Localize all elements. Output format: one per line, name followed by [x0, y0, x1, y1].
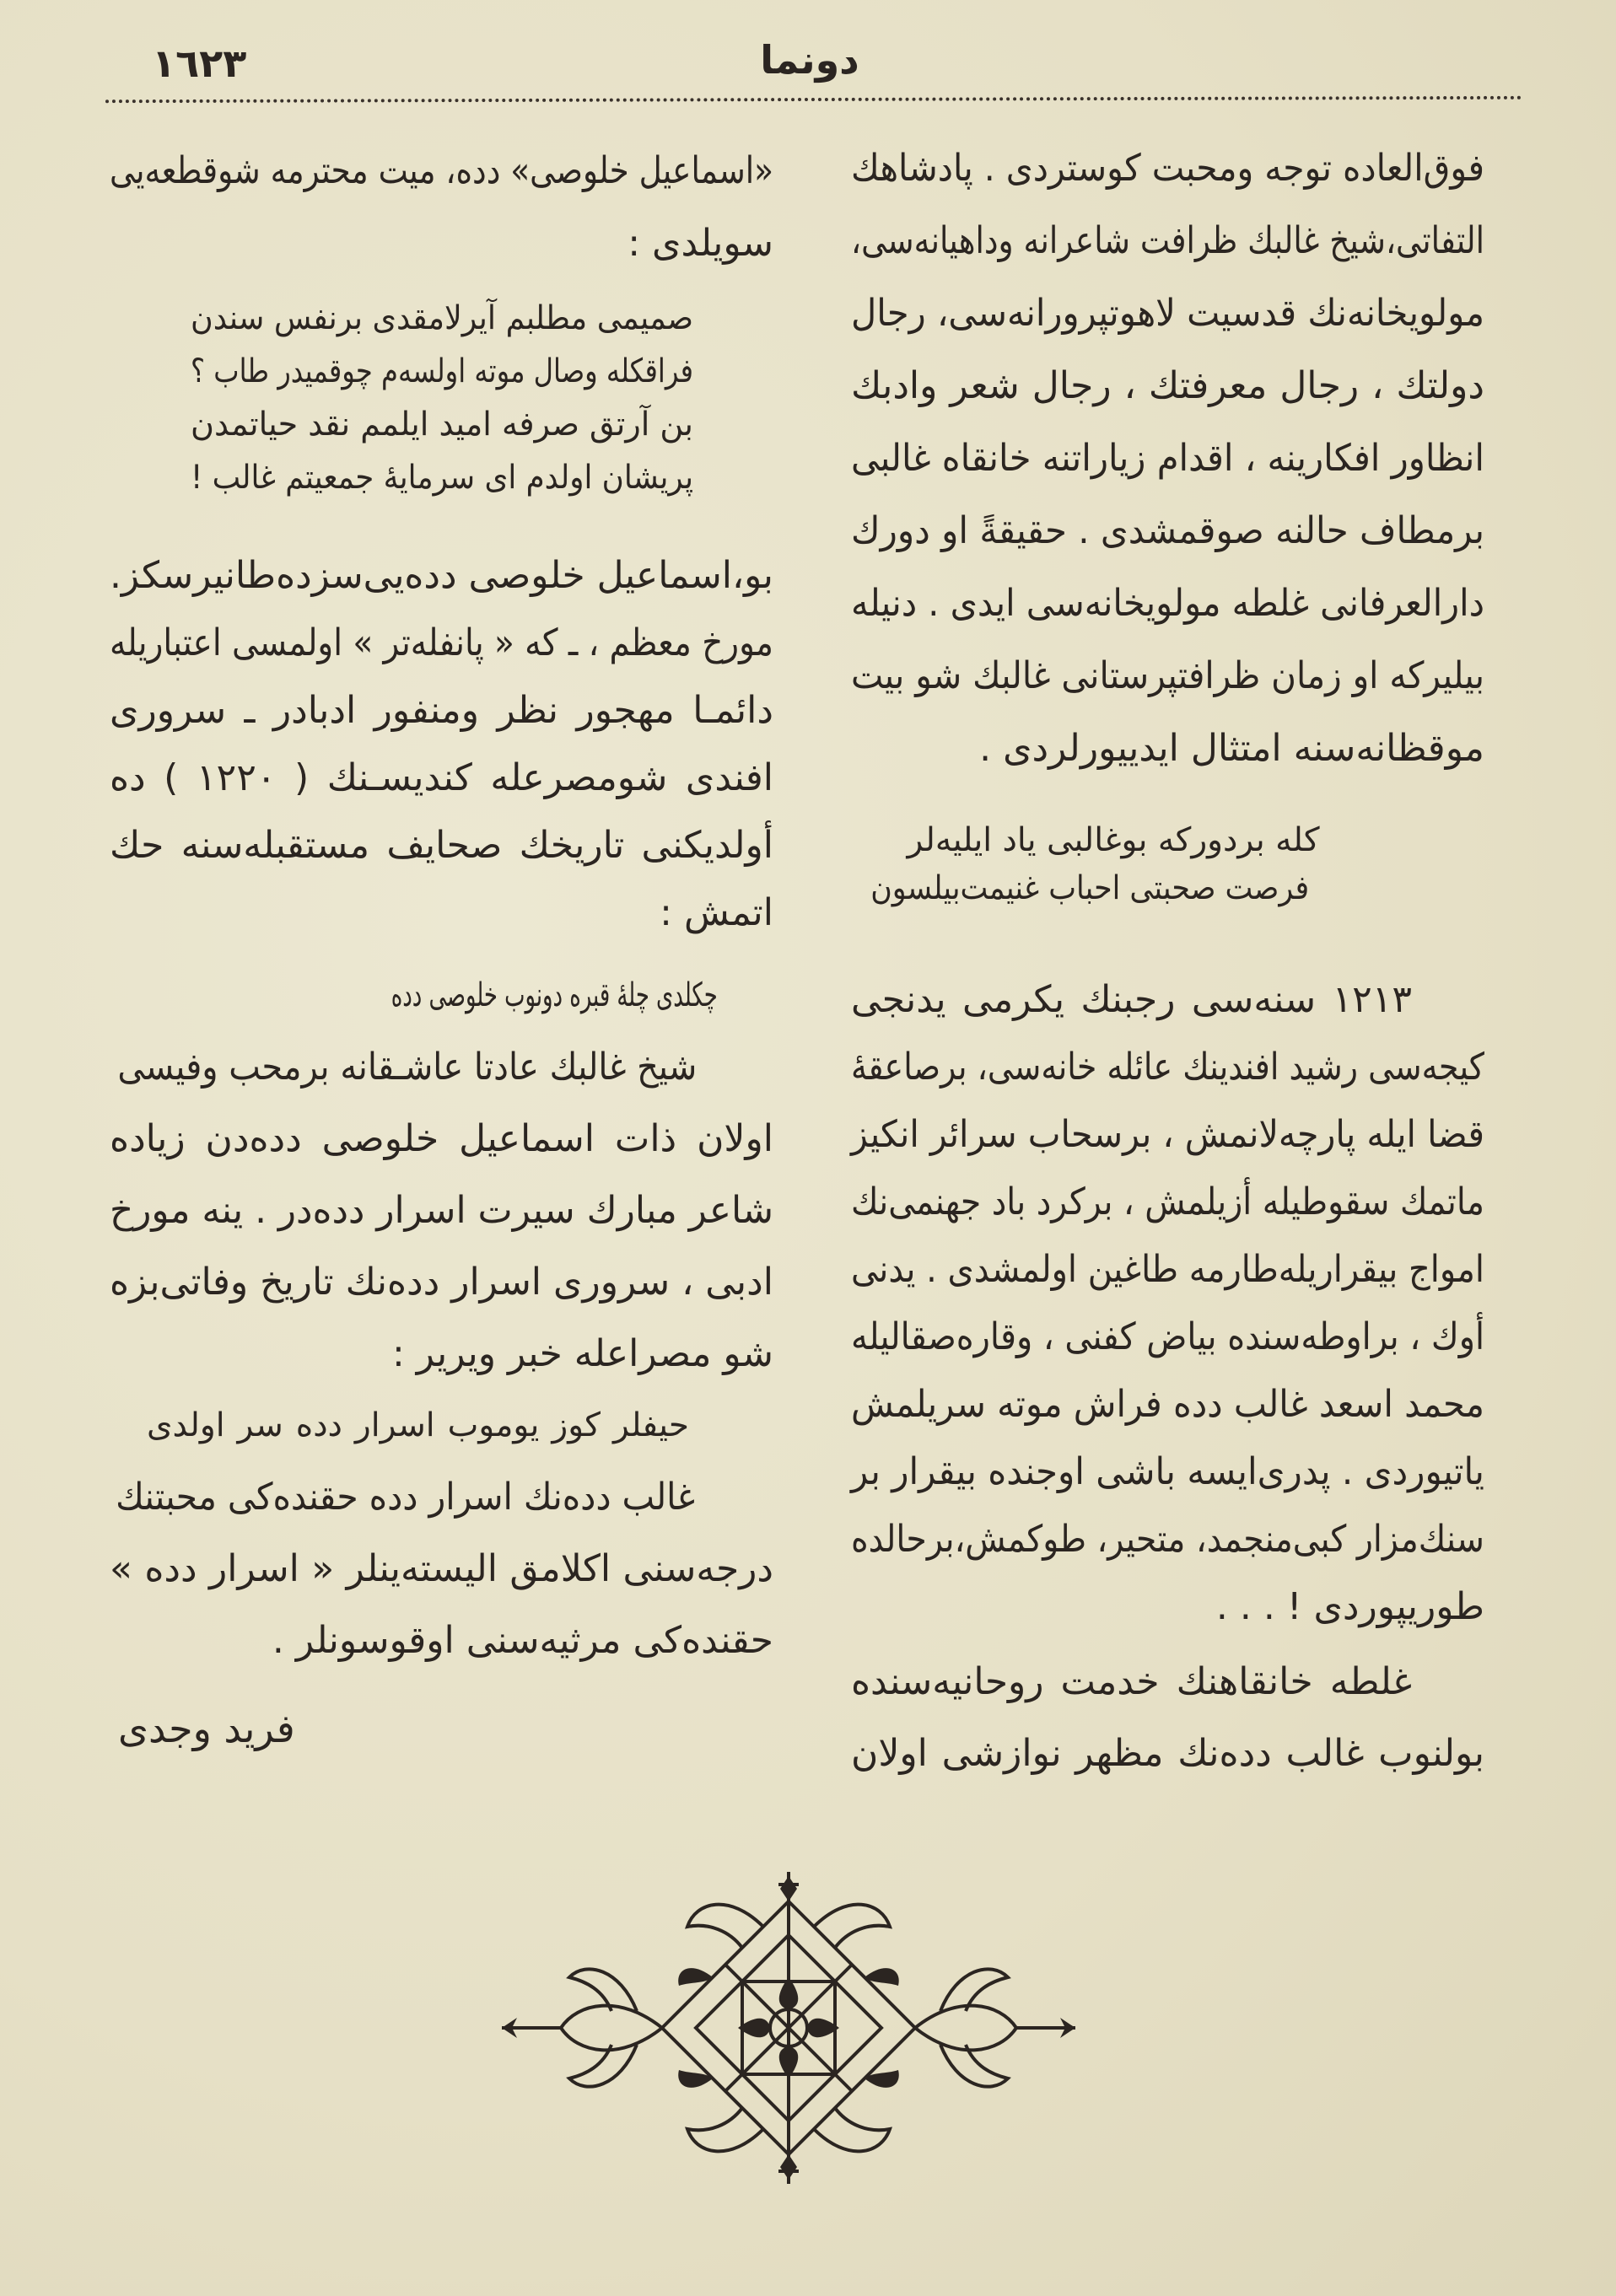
- verse-line: بن آرتق صرفه امید ایلمم نقد حیاتمدن: [191, 406, 694, 444]
- right-para-3: [851, 1646, 1484, 1789]
- text-line: غلطه خانقاهنك خدمت روحانیه‌سنده: [851, 1660, 1412, 1703]
- text-line: شیخ غالبك عادتا عاشـقانه برمحب وفیسی: [117, 1046, 698, 1089]
- left-intro: [110, 135, 773, 280]
- text-line: التفاتی،شیخ غالبك ظرافت شاعرانه وداهیانه‌سی،: [850, 219, 1484, 262]
- couplet: [870, 816, 1333, 912]
- verse-line: پریشان اولدم ای سرمایهٔ جمعیتم غالب !: [190, 459, 693, 497]
- text-line: شاعر مبارك سیرت اسرار دده‌در . ینه مورخ: [109, 1189, 774, 1232]
- text-line: كیجه‌سی رشید افندینك عائله خانه‌سی، برصاعقهٔ: [850, 1046, 1484, 1089]
- text-line: درجه‌سنی اكلامق الیسته‌ینلر « اسرار دده »: [109, 1547, 773, 1590]
- text-line: شو مصراعله خبر ویریر :: [391, 1332, 773, 1375]
- text-line: فوق‌العاده توجه ومحبت كوستردی . پادشاهك: [850, 147, 1484, 190]
- text-line: دولتك ، رجال معرفتك ، رجال شعر وادبك: [851, 364, 1484, 407]
- verse-line: حیفلر كوز یوموب اسرار دده سر اولدی: [147, 1406, 689, 1444]
- page-number: ١٦٢٣: [152, 40, 247, 86]
- text-line: اولان ذات اسماعیل خلوصی دده‌دن زیاده: [110, 1117, 773, 1160]
- text-line: موقظانه‌سنه امتثال ایدییورلردی .: [979, 727, 1484, 770]
- text-line: غالب دده‌نك اسرار دده حقنده‌كی محبتنك: [116, 1476, 696, 1519]
- text-line: بو،اسماعیل خلوصی دده‌یی‌سزده‌طانیرسكز.: [109, 554, 773, 597]
- verse-line: چكلدی چلهٔ قبره دونوب خلوصی دده: [391, 976, 718, 1014]
- text-line: «اسماعیل خلوصی» دده، میت محترمه شوقطعه‌یی: [110, 149, 773, 192]
- verse-line: صمیمی مطلبم آیرلامقدی برنفس سندن: [191, 299, 693, 337]
- running-title: دونما: [760, 37, 859, 83]
- text-line: أولدیكنی تاریخك صحایف مستقبله‌سنه حك: [110, 824, 773, 867]
- text-line: سنك‌مزار كبی‌منجمد، متحیر، طوكمش،برحالده: [850, 1518, 1484, 1561]
- text-line: امواج بیقراریله‌طارمه طاغین اولمشدی . یدنی: [850, 1248, 1484, 1291]
- floral-ornament-icon: [489, 1868, 1088, 2188]
- text-line: انظاور افكارینه ، اقدام زیاراتنه خانقاه غالبی: [850, 437, 1484, 480]
- text-line: محمد اسعد غالب دده فراش موته سریلمش: [850, 1383, 1484, 1426]
- poem-1: [191, 292, 693, 504]
- text-line: یاتیوردی . پدری‌ایسه باشی اوجنده بیقرار بر: [851, 1450, 1484, 1493]
- text-line: بیلیركه او زمان ظرافتپرستانی غالبك شو بیت: [850, 654, 1484, 697]
- right-para-2: [851, 966, 1484, 1641]
- text-line: مولویخانه‌نك قدسیت لاهوتپرورانه‌سی، رجال: [850, 292, 1484, 335]
- author-signature: فرید وجدی: [118, 1706, 295, 1751]
- verse-line: فرصت صحبتی احباب غنیمت‌بیلسون: [870, 869, 1310, 907]
- text-line: مورخ معظم ، ـ كه « پانفله‌تر » اولمسی اعتباریله: [110, 621, 773, 664]
- text-line: سویلدی :: [628, 222, 773, 265]
- text-line: ماتمك سقوطیله أزیلمش ، بركرد باد جهنمی‌نك: [851, 1180, 1484, 1223]
- text-line: اتمش :: [660, 891, 773, 934]
- text-line: حقنده‌كی مرثیه‌سنی اوقوسونلر .: [272, 1619, 773, 1662]
- left-para-1: [110, 542, 773, 947]
- text-line: ادبی ، سروری اسرار دده‌نك تاریخ وفاتی‌بزه: [109, 1261, 774, 1304]
- text-line: دارالعرفانی غلطه مولویخانه‌سی ایدی . دنیله: [850, 582, 1484, 625]
- left-para-2: [110, 960, 773, 1676]
- text-line: قضا ایله پارچه‌لانمش ، برسحاب سرائر انكیز: [851, 1113, 1484, 1156]
- text-line: افندی شومصرعله كندیسـنك ( ١٢٢٠ ) ده: [109, 756, 773, 799]
- verse-line: فراقكله وصال موته اولسه‌م چوقمیدر طاب ؟: [190, 352, 694, 390]
- right-para-1: [851, 132, 1484, 785]
- text-line: بولنوب غالب دده‌نك مظهر نوازشی اولان: [851, 1732, 1484, 1775]
- text-line: دائمـا مهجور نظر ومنفور ادبادر ـ سروری: [110, 689, 773, 732]
- verse-line: كله بردوركه بوغالبی یاد ایلیه‌لر: [907, 821, 1320, 859]
- text-line: طوریپوردی ! . . .: [1215, 1585, 1484, 1628]
- text-line: أوك ، براوطه‌سنده بیاض كفنی ، وقاره‌صقالیله: [851, 1315, 1484, 1358]
- text-line: ١٢١٣ سنه‌سی رجبنك یكرمی یدنجی: [850, 978, 1412, 1021]
- text-line: برمطاف حالنه صوقمشدی . حقیقةً او دورك: [851, 509, 1484, 552]
- header-dotted-rule: [105, 96, 1522, 103]
